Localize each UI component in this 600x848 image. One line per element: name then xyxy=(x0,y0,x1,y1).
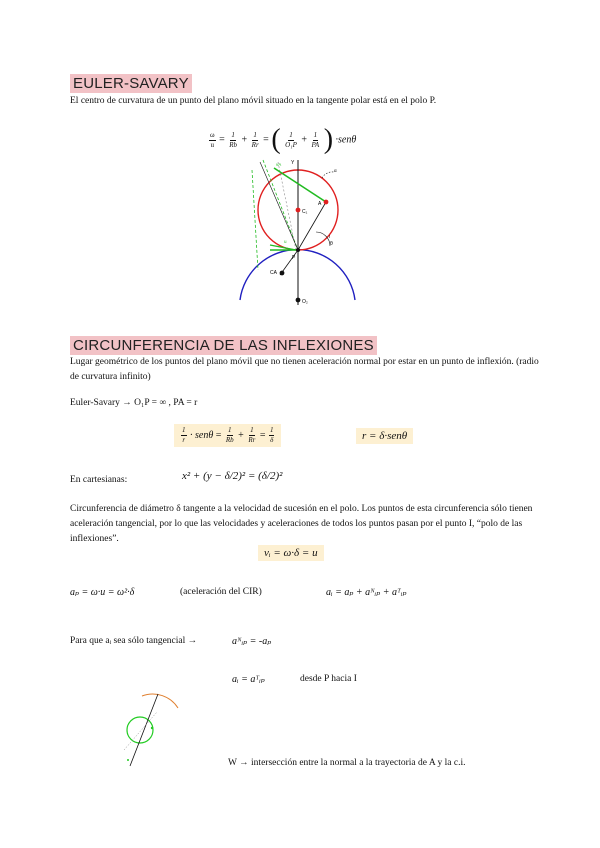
grey-dashed-line xyxy=(278,162,296,250)
label-va: vA xyxy=(276,162,282,167)
tangencial-formula: aᴺᵢₚ = -aₚ xyxy=(232,636,272,647)
euler-savary-line: Euler-Savary → O₁P = ∞ , PA = r xyxy=(70,398,198,408)
point-ca xyxy=(280,271,285,276)
orange-arc xyxy=(142,694,178,708)
point-c1 xyxy=(296,208,301,213)
point-p xyxy=(296,248,300,252)
frac-1-o1p: $\frac{1}{\text{O₁P}}$ xyxy=(285,130,297,149)
cartesian-formula: x² + (y − δ/2)² = (δ/2)² xyxy=(182,470,283,482)
ai2-note: desde P hacia I xyxy=(300,674,357,684)
ap-formula: aₚ = ω·u = ω²·δ xyxy=(70,587,135,598)
cartesian-label: En cartesianas: xyxy=(70,475,128,485)
formula-inflexion: $\frac{1}{r}$ · senθ = $\frac{1}{Rb}$ + $\frac{1}{Rr}$ = $\frac{1}{\delta}$ xyxy=(174,424,281,447)
frac-1-rr: $\frac{1}{Rr}$ xyxy=(251,130,259,149)
w-line: W → intersección entre la normal a la trayectoria de A y la c.i. xyxy=(228,758,466,768)
label-u: u xyxy=(284,239,287,244)
green-arrow-va xyxy=(274,168,326,202)
vi-formula: vᵢ = ω·δ = u xyxy=(258,545,324,561)
ap-note: (aceleración del CIR) xyxy=(180,587,262,597)
label-y: Y xyxy=(291,160,295,166)
heading-euler-savary: EULER-SAVARY xyxy=(70,74,192,93)
ai2-formula: aᵢ = aᵀᵢₚ xyxy=(232,674,265,685)
point-a xyxy=(324,200,329,205)
formula-r-delta: r = δ·senθ xyxy=(356,428,413,444)
frac-1-rb: $\frac{1}{Rb}$ xyxy=(229,130,238,149)
label-c1: C₁ xyxy=(302,209,308,215)
dotted-line xyxy=(124,712,157,750)
label-i: I xyxy=(329,234,331,239)
label-ca: CA xyxy=(270,270,277,276)
inflexiones-paragraph: Circunferencia de diámetro δ tangente a la velocidad de sucesión en el polo. Los puntos de esta circunferencia sólo tienen aceleración tangencial, por lo que las velocidades y aceleraciones de todos los puntos pasan por el punto I, “polo de las inflexiones”. xyxy=(70,504,533,544)
point-o2 xyxy=(296,298,301,303)
label-o2: O₂ xyxy=(302,299,308,305)
heading-circunferencia: CIRCUNFERENCIA DE LAS INFLEXIONES xyxy=(70,336,377,355)
green-dashed-line-2 xyxy=(252,170,258,270)
label-theta: θ xyxy=(330,241,333,247)
label-p: P xyxy=(292,255,296,261)
euler-savary-diagram xyxy=(230,150,370,315)
point-p-small xyxy=(127,759,129,761)
inflexion-diagram xyxy=(112,690,192,770)
normal-line xyxy=(130,694,158,766)
label-alpha: α xyxy=(334,168,337,173)
frac-1-pa: $\frac{1}{PA}$ xyxy=(311,130,320,149)
arc-marker xyxy=(322,172,334,178)
euler-savary-intro: El centro de curvatura de un punto del plano móvil situado en la tangente polar está en el polo P. xyxy=(70,96,437,106)
label-a: A xyxy=(318,201,322,207)
inflexion-circle xyxy=(127,717,153,743)
frac-omega-u: $\frac{\omega}{u}$ xyxy=(210,130,215,149)
inflexiones-intro: Lugar geométrico de los puntos del plano móvil que no tienen aceleración normal por estar en un punto de inflexión. (radio de curvatura infinito) xyxy=(70,357,539,382)
euler-savary-formula: $\frac{\omega}{u}$ = $\frac{1}{Rb}$ + $\frac{1}{Rr}$ = ( $\frac{1}{\text{O₁P}}$ + $\frac{1}{PA}$ ) ·senθ xyxy=(210,124,357,155)
ai-formula: aᵢ = aₚ + aᴺᵢₚ + aᵀᵢₚ xyxy=(326,587,407,598)
point-w xyxy=(151,727,153,729)
green-arrow-u xyxy=(270,245,296,250)
tangencial-line: Para que aᵢ sea sólo tangencial → xyxy=(70,636,198,646)
